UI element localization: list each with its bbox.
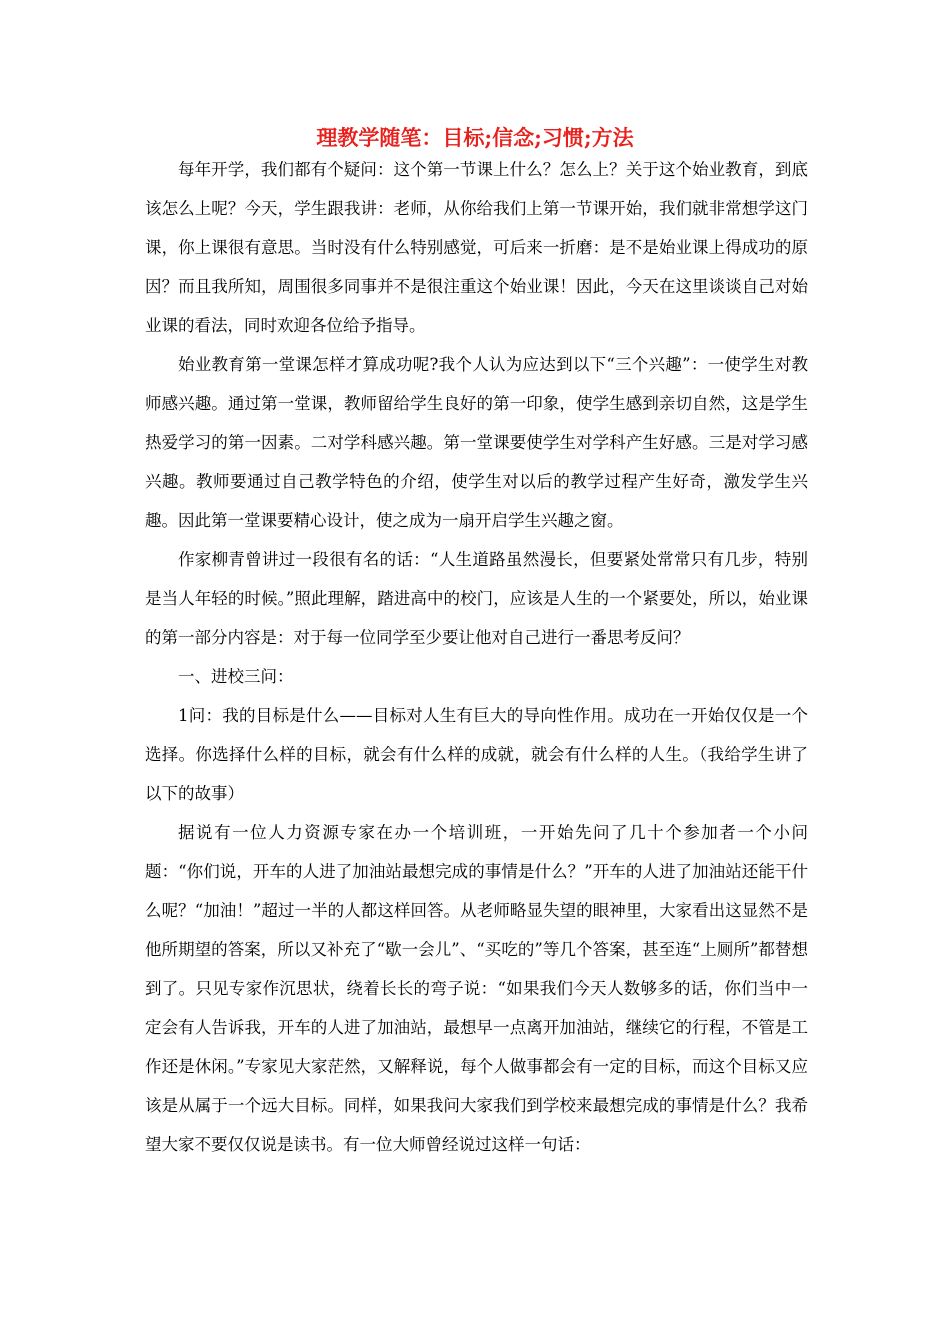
document-body [145, 150, 808, 1164]
paragraph: 作家柳青曾讲过一段很有名的话：“人生道路虽然漫长，但要紧处常常只有几步，特别是当人年轻的时候。”照此理解，踏进高中的校门，应该是人生的一个紧要处，所以，始业课的第一部分内容是：对于每一位同学至少要让他对自己进行一番思考反问？ [145, 550, 808, 647]
paragraph: 每年开学，我们都有个疑问：这个第一节课上什么？怎么上？关于这个始业教育，到底该怎么上呢？今天，学生跟我讲：老师，从你给我们上第一节课开始，我们就非常想学这门课，你上课很有意思。当时没有什么特别感觉，可后来一折磨：是不是始业课上得成功的原因？而且我所知，周围很多同事并不是很注重这个始业课！因此，今天在这里谈谈自己对始业课的看法，同时欢迎各位给予指导。 [145, 160, 808, 335]
paragraph: 据说有一位人力资源专家在办一个培训班，一开始先问了几十个参加者一个小问题：“你们说，开车的人进了加油站最想完成的事情是什么？”开车的人进了加油站还能干什么呢？“加油！”超过一半的人都这样回答。从老师略显失望的眼神里，大家看出这显然不是他所期望的答案，所以又补充了“歇一会儿”、“买吃的”等几个答案，甚至连“上厕所”都替想到了。只见专家作沉思状，绕着长长的弯子说：“如果我们今天人数够多的话，你们当中一定会有人告诉我，开车的人进了加油站，最想早一点离开加油站，继续它的行程，不管是工作还是休闲。”专家见大家茫然，又解释说，每个人做事都会有一定的目标，而这个目标又应该是从属于一个远大目标。同样，如果我问大家我们到学校来最想完成的事情是什么？我希望大家不要仅仅说是读书。有一位大师曾经说过这样一句话： [145, 823, 808, 1154]
paragraph: 1问：我的目标是什么——目标对人生有巨大的导向性作用。成功在一开始仅仅是一个选择。你选择什么样的目标，就会有什么样的成就，就会有什么样的人生。（我给学生讲了以下的故事） [145, 706, 808, 803]
document-title: 理教学随笔：目标;信念;习惯;方法 [316, 125, 634, 150]
paragraph: 始业教育第一堂课怎样才算成功呢?我个人认为应达到以下“三个兴趣”：一使学生对教师感兴趣。通过第一堂课，教师留给学生良好的第一印象，使学生感到亲切自然，这是学生热爱学习的第一因素。二对学科感兴趣。第一堂课要使学生对学科产生好感。三是对学习感兴趣。教师要通过自己教学特色的介绍，使学生对以后的教学过程产生好奇，激发学生兴趣。因此第一堂课要精心设计，使之成为一扇开启学生兴趣之窗。 [145, 355, 808, 530]
section-heading: 一、进校三问： [178, 667, 294, 686]
